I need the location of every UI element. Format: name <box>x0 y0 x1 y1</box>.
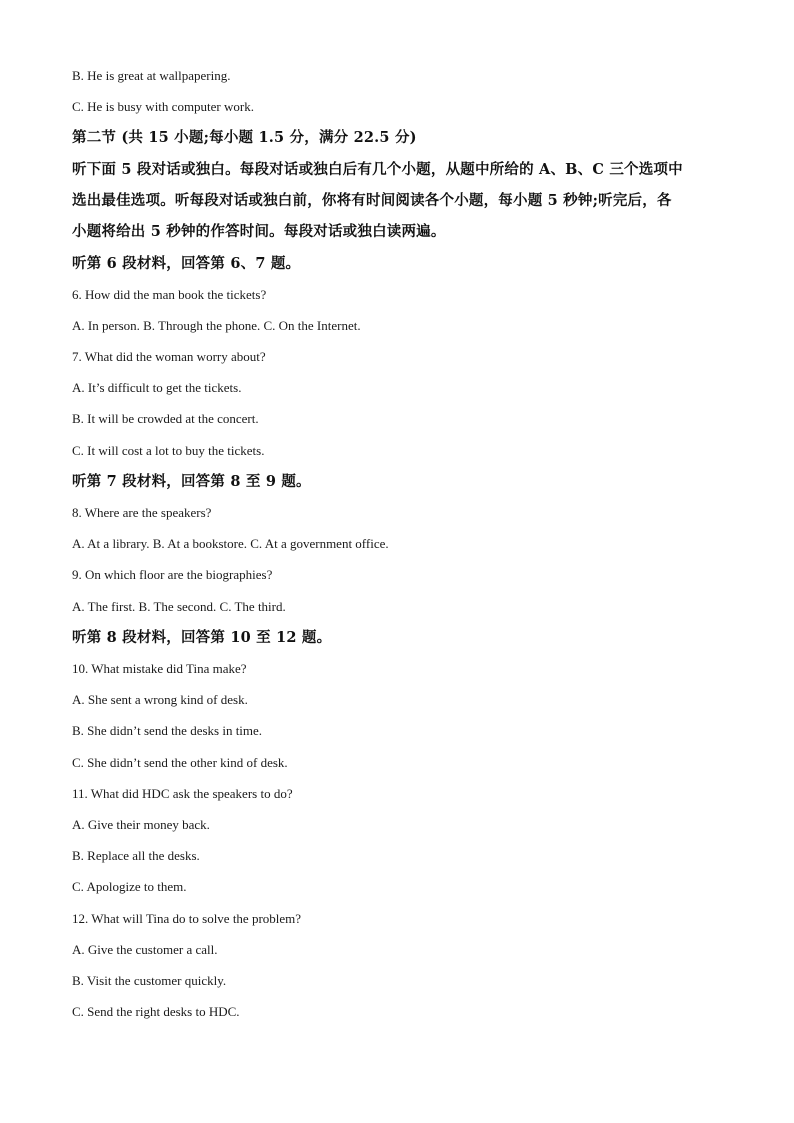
question-6-options: A. In person. B. Through the phone. C. On the Internet. <box>72 318 361 333</box>
question-7-option-a: A. It’s difficult to get the tickets. <box>72 380 242 395</box>
answer-option-c: C. He is busy with computer work. <box>72 99 254 114</box>
question-7: 7. What did the woman worry about? <box>72 349 266 364</box>
question-7-option-c: C. It will cost a lot to buy the tickets. <box>72 443 265 458</box>
material-8-heading: 听第 8 段材料，回答第 10 至 12 题。 <box>72 629 332 646</box>
question-12: 12. What will Tina do to solve the problem? <box>72 911 302 926</box>
question-9: 9. On which floor are the biographies? <box>72 567 273 582</box>
question-9-options: A. The first. B. The second. C. The third. <box>72 599 286 614</box>
question-10: 10. What mistake did Tina make? <box>72 661 247 676</box>
section-instructions-line-2: 选出最佳选项。听每段对话或独白前，你将有时间阅读各个小题，每小题 5 秒钟;听完后，各 <box>72 192 672 209</box>
question-8-options: A. At a library. B. At a bookstore. C. At a government office. <box>72 536 389 551</box>
material-6-heading: 听第 6 段材料，回答第 6、7 题。 <box>72 255 301 272</box>
question-11: 11. What did HDC ask the speakers to do? <box>72 786 293 801</box>
question-12-option-a: A. Give the customer a call. <box>72 942 218 957</box>
section-instructions-line-3: 小题将给出 5 秒钟的作答时间。每段对话或独白读两遍。 <box>72 223 446 240</box>
section-heading: 第二节 (共 15 小题;每小题 1.5 分，满分 22.5 分) <box>72 129 417 146</box>
question-10-option-a: A. She sent a wrong kind of desk. <box>72 692 248 707</box>
question-6: 6. How did the man book the tickets? <box>72 287 267 302</box>
material-7-heading: 听第 7 段材料，回答第 8 至 9 题。 <box>72 473 311 490</box>
section-instructions-line-1: 听下面 5 段对话或独白。每段对话或独白后有几个小题，从题中所给的 A、B、C 三个选项中 <box>72 161 683 178</box>
question-12-option-c: C. Send the right desks to HDC. <box>72 1004 240 1019</box>
question-10-option-b: B. She didn’t send the desks in time. <box>72 723 263 738</box>
question-10-option-c: C. She didn’t send the other kind of desk. <box>72 755 288 770</box>
question-11-option-a: A. Give their money back. <box>72 817 210 832</box>
question-11-option-c: C. Apologize to them. <box>72 879 187 894</box>
question-7-option-b: B. It will be crowded at the concert. <box>72 411 259 426</box>
question-8: 8. Where are the speakers? <box>72 505 212 520</box>
question-11-option-b: B. Replace all the desks. <box>72 848 200 863</box>
answer-option-b: B. He is great at wallpapering. <box>72 68 231 83</box>
question-12-option-b: B. Visit the customer quickly. <box>72 973 227 988</box>
